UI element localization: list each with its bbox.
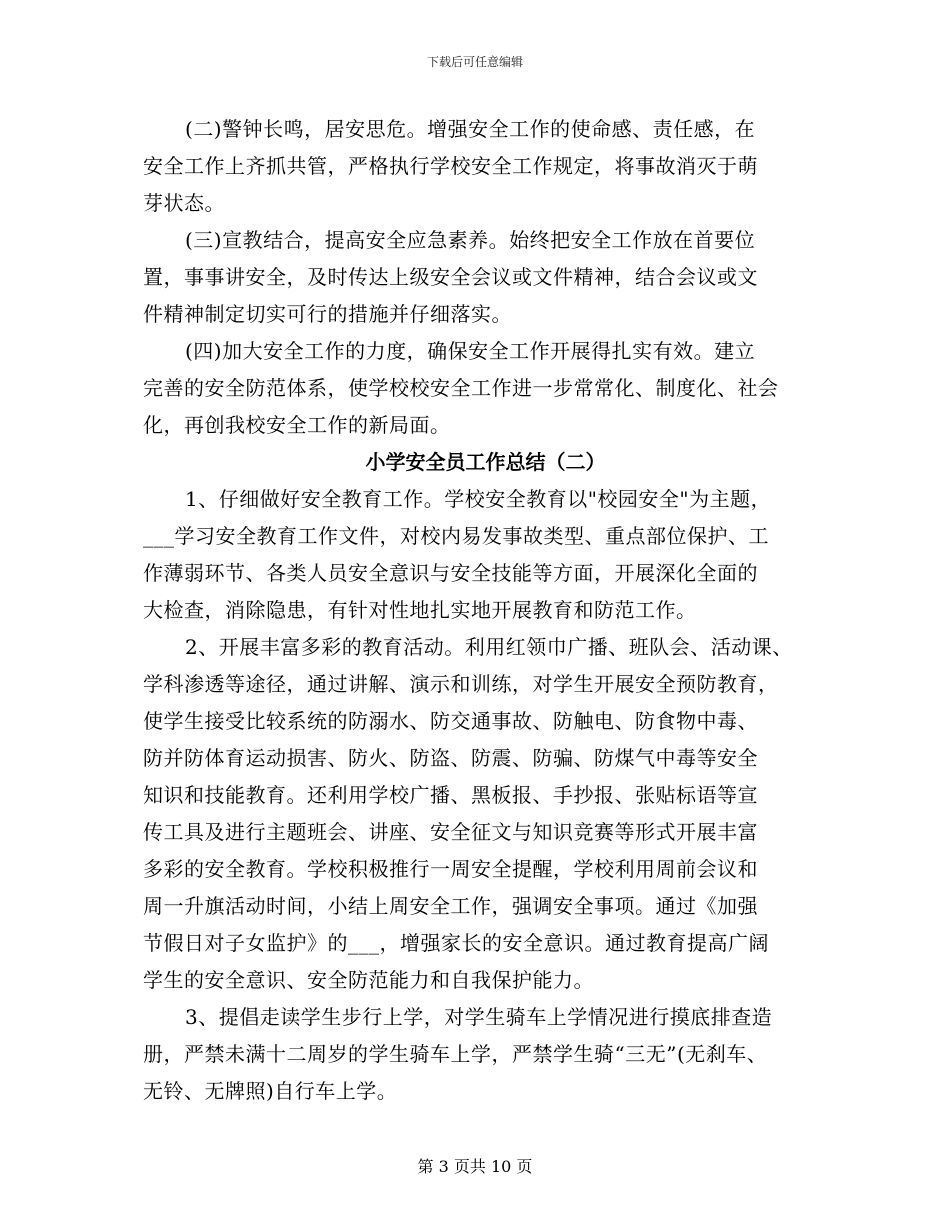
paragraph-line: 防并防体育运动损害、防火、防盗、防震、防骗、防煤气中毒等安全 — [143, 746, 758, 770]
paragraph-line: 多彩的安全教育。学校积极推行一周安全提醒，学校利用周前会议和 — [143, 857, 758, 881]
paragraph-line: (四)加大安全工作的力度，确保安全工作开展得扎实有效。建立 — [185, 339, 756, 363]
paragraph-line: ___学习安全教育工作文件，对校内易发事故类型、重点部位保护、工 — [143, 524, 769, 548]
paragraph-line: 完善的安全防范体系，使学校校安全工作进一步常常化、制度化、社会 — [143, 376, 779, 400]
page-footer: 第 3 页共 10 页 — [417, 1157, 533, 1176]
document-body — [143, 111, 828, 1110]
paragraph-line: 学生的安全意识、安全防范能力和自我保护能力。 — [143, 968, 594, 992]
page-header: 下载后可任意编辑 — [426, 55, 523, 69]
paragraph-line: 使学生接受比较系统的防溺水、防交通事故、防触电、防食物中毒、 — [143, 709, 758, 733]
paragraph-line: 3、提倡走读学生步行上学，对学生骑车上学情况进行摸底排查造 — [185, 1005, 773, 1029]
paragraph-line: 知识和技能教育。还利用学校广播、黑板报、手抄报、张贴标语等宣 — [143, 783, 758, 807]
paragraph-line: (二)警钟长鸣，居安思危。增强安全工作的使命感、责任感，在 — [185, 117, 756, 141]
paragraph-line: 1、仔细做好安全教育工作。学校安全教育以"校园安全"为主题， — [185, 487, 772, 511]
paragraph-line: 置，事事讲安全，及时传达上级安全会议或文件精神，结合会议或文 — [143, 265, 758, 289]
paragraph-line: 学科渗透等途径，通过讲解、演示和训练，对学生开展安全预防教育， — [143, 672, 779, 696]
paragraph-line: 册，严禁未满十二周岁的学生骑车上学，严禁学生骑“三无”(无刹车、 — [143, 1042, 768, 1066]
paragraph-line: 件精神制定切实可行的措施并仔细落实。 — [143, 302, 512, 326]
section-heading: 小学安全员工作总结（二） — [365, 450, 606, 474]
paragraph-line: 无铃、无牌照)自行车上学。 — [143, 1079, 398, 1103]
paragraph-line: 2、开展丰富多彩的教育活动。利用红领巾广播、班队会、活动课、 — [185, 635, 793, 659]
paragraph-line: (三)宣教结合，提高安全应急素养。始终把安全工作放在首要位 — [185, 228, 756, 252]
paragraph-line: 安全工作上齐抓共管，严格执行学校安全工作规定，将事故消灭于萌 — [143, 154, 758, 178]
paragraph-line: 周一升旗活动时间，小结上周安全工作，强调安全事项。通过《加强 — [143, 894, 758, 918]
paragraph-line: 大检查，消除隐患，有针对性地扎实地开展教育和防范工作。 — [143, 598, 697, 622]
paragraph-line: 节假日对子女监护》的___，增强家长的安全意识。通过教育提高广阔 — [143, 931, 769, 955]
paragraph-line: 传工具及进行主题班会、讲座、安全征文与知识竞赛等形式开展丰富 — [143, 820, 758, 844]
paragraph-line: 芽状态。 — [143, 191, 225, 215]
paragraph-line: 化，再创我校安全工作的新局面。 — [143, 413, 451, 437]
paragraph-line: 作薄弱环节、各类人员安全意识与安全技能等方面，开展深化全面的 — [143, 561, 758, 585]
